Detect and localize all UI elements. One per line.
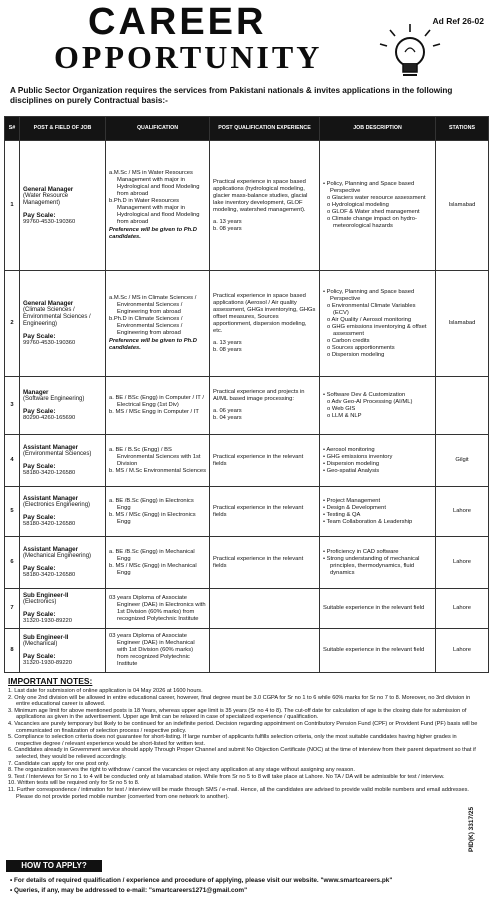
description-item: o Environmental Climate Variables (ECV) (327, 302, 416, 316)
pay-scale-label: Pay Scale: (23, 408, 56, 415)
experience-text: Practical experience in space based applications (hydrological modeling, glacier mass-balance studies, glacial lake inventory development, GLOF modeling, watershed management). (213, 178, 308, 213)
pid-number: PID(K) 3317/25 (468, 806, 475, 852)
lightbulb-icon (372, 22, 448, 80)
experience-years: b. 08 years (213, 347, 242, 353)
description-item: • Testing & QA (323, 511, 361, 518)
post-cell (20, 487, 106, 537)
header (0, 0, 492, 82)
col-header-sr: S# (5, 117, 20, 141)
pay-scale-label: Pay Scale: (23, 211, 56, 219)
pay-scale-value: 58180-3420-126580 (23, 572, 76, 578)
preference-note: Preference will be given to Ph.D candidates. (109, 227, 197, 240)
experience-cell (210, 377, 320, 435)
description-item: • Policy, Planning and Space based Perspective (323, 181, 415, 194)
note-item: 2. Only one 2nd division will be allowed in entire educational career, however, final degree must be 3.0 CGPA for Sr no 1 to 6 while 60% marks for Sr no 7 to 8. Moreover, no 3rd division in entire educational career is allowed. (8, 694, 471, 708)
description-item: • Software Dev & Customization (323, 391, 406, 398)
experience-cell (210, 487, 320, 537)
post-title: General Manager (23, 185, 74, 193)
experience-text: Practical experience and projects in AI/ML based image processing: (213, 389, 305, 402)
table-row (5, 487, 489, 537)
qualification-item: b. MS / MSc (Engg) in Electronics Engg (109, 511, 196, 525)
description-item: o Climate change impact on hydro-meteorological hazards (327, 216, 417, 229)
pay-scale-value: 99760-4530-190360 (23, 218, 76, 225)
experience-years: a. 13 years (213, 218, 242, 225)
pay-scale-label: Pay Scale: (23, 565, 56, 572)
pay-scale-value: 99760-4530-190360 (23, 340, 76, 346)
experience-years: a. 13 years (213, 340, 242, 346)
note-item: 7. Candidate can apply for one post only. (8, 760, 110, 767)
post-field: (Mechanical) (23, 641, 58, 647)
sr-number: 5 (5, 487, 20, 537)
col-header-stations: STATIONS (436, 117, 489, 141)
title-career: CAREER (88, 1, 267, 43)
station-cell: Gilgit (436, 435, 489, 487)
pay-scale-value: 58180-3420-126580 (23, 470, 76, 476)
description-cell (320, 377, 436, 435)
station-cell (436, 377, 489, 435)
notes-list (8, 688, 478, 800)
description-item: o Dispersion modeling (327, 351, 385, 358)
table-row (5, 377, 489, 435)
station-cell: Lahore (436, 537, 489, 589)
qualification-cell (106, 537, 210, 589)
post-cell (20, 589, 106, 629)
description-cell (320, 141, 436, 271)
note-item: 1. Last date for submission of online application is 04 May 2026 at 1600 hours. (8, 688, 203, 694)
how-to-apply-heading: HOW TO APPLY? (6, 860, 102, 872)
experience-years: b. 08 years (213, 225, 242, 232)
description-cell (320, 537, 436, 589)
description-item: o Hydrological modeling (327, 202, 389, 208)
description-item: o Glaciers water resource assessment (327, 195, 426, 201)
ad-reference: Ad Ref 26-02 (432, 16, 484, 26)
station-cell: Lahore (436, 589, 489, 629)
note-item: 8. The organization reserves the right to withdraw / cancel the vacancies or reject any application at any stage without assigning any reason. (8, 767, 355, 774)
qualification-item: a. BE / BSc (Engg) in Computer / IT / Electrical Engg (1st Div) (109, 395, 204, 408)
description-item: • Geo-spatial Analysis (323, 467, 380, 474)
table-row (5, 537, 489, 589)
description-cell (320, 589, 436, 629)
preference-note: Preference will be given to Ph.D candidates. (109, 338, 197, 351)
note-item: 6. Candidates already in Government service should apply Through Proper Channel and submit No Objection Certificate (NOC) at the time of interview from their parent department so that if selected, they would be relieved accordingly. (8, 747, 476, 760)
station-cell: Lahore (436, 629, 489, 673)
description-cell (320, 629, 436, 673)
sr-number: 3 (5, 377, 20, 435)
post-field: (Software Engineering) (23, 396, 85, 402)
col-header-experience: POST QUALIFICATION EXPERIENCE (210, 117, 320, 141)
description-item: Suitable experience in the relevant field (323, 647, 425, 653)
post-cell (20, 377, 106, 435)
post-field: (Electronics) (23, 599, 57, 605)
experience-text: Practical experience in the relevant fields (213, 555, 304, 569)
description-item: o Sources apportionments (327, 344, 395, 351)
description-item: o Web GIS (327, 405, 356, 412)
post-title: Assistant Manager (23, 546, 79, 553)
experience-years: b. 04 years (213, 415, 242, 421)
post-title: Sub Engineer-II (23, 592, 69, 599)
qualification-item: a.M.Sc / MS in Climate Sciences / Environmental Sciences / Engineering from abroad (109, 295, 197, 315)
post-cell (20, 141, 106, 271)
qualification-cell (106, 487, 210, 537)
table-row (5, 141, 489, 271)
post-field: (Environmental Sciences) (23, 451, 92, 457)
qualification-cell (106, 271, 210, 377)
description-cell (320, 271, 436, 377)
table-row (5, 589, 489, 629)
qualification-item: b. MS / MSc (Engg) in Mechanical Engg (109, 562, 197, 576)
post-cell (20, 271, 106, 377)
notes-heading: IMPORTANT NOTES: (8, 676, 93, 686)
experience-cell (210, 589, 320, 629)
post-cell (20, 537, 106, 589)
note-item: 11. Further correspondence / intimation for test / interview will be made through SMS / e-mail. Hence, all the candidates are advised to provide valid mobile numbers and email addresses. Please do not provide ported mobile number (converted from one network to another). (8, 786, 469, 800)
experience-text: Practical experience in the relevant fields (213, 504, 304, 518)
qualification-item: a. BE /B.Sc (Engg) in Mechanical Engg (109, 548, 195, 562)
qualification-item: b.Ph.D in Climate Sciences / Environmental Sciences / Engineering from abroad (109, 316, 183, 336)
post-cell (20, 435, 106, 487)
qualification-cell (106, 589, 210, 629)
experience-years: a. 06 years (213, 408, 242, 414)
col-header-qualification: QUALIFICATION (106, 117, 210, 141)
post-title: Manager (23, 389, 49, 396)
sr-number: 8 (5, 629, 20, 673)
description-item: • GHG emissions inventory (323, 453, 393, 460)
qualification-item: a. BE / B.Sc (Engg) / BS Environmental Sciences with 1st Division (109, 446, 201, 467)
jobs-table (4, 116, 489, 673)
note-item: 10. Written tests will be required only for Sr no 5 to 8. (8, 780, 140, 787)
experience-cell (210, 435, 320, 487)
note-item: 3. Minimum age limit for above mentioned posts is 18 Years, whereas upper age limit is 35 years (Sr no 4 to 8). The cut-off date for calculation of age is the closing date for submission of applications as given in the advertisement. Upper age limit can be relaxed in case of specialized experience / qualification. (8, 707, 467, 721)
station-cell: Lahore (436, 487, 489, 537)
table-row (5, 271, 489, 377)
pay-scale-value: 31320-1930-89220 (23, 660, 72, 666)
pay-scale-value: 80290-4260-165690 (23, 415, 76, 421)
experience-cell (210, 629, 320, 673)
intro-text: A Public Sector Organization requires the services from Pakistani nationals & invites applications in the following disciplines on purely Contractual basis:- (10, 86, 453, 105)
description-cell (320, 487, 436, 537)
qualification-cell (106, 141, 210, 271)
qualification-item: 03 years Diploma of Associate Engineer (DAE) in Mechanical with 1st Division (60% marks) from recognized Polytechnic Institute (109, 633, 195, 667)
description-item: • Proficiency in CAD software (323, 548, 399, 555)
station-cell: Islamabad (436, 141, 489, 271)
note-item: 9. Test / Interviews for Sr no 1 to 4 will be conducted only at Islamabad station. While from Sr no 5 to 8 will take place at Lahore. No TA / DA will be admissible for test / interview. (8, 773, 445, 780)
pay-scale-label: Pay Scale: (23, 611, 56, 618)
qualification-item: 03 years Diploma of Associate Engineer (DAE) in Electronics with 1st Division (60% marks) from recognized Polytechnic Institute (109, 594, 206, 622)
description-item: o LLM & NLP (327, 412, 362, 419)
description-item: o GHG emissions inventorying & offset assessment (327, 323, 427, 337)
apply-email-line: • Queries, if any, may be addressed to e-mail: "smartcareers1271@gmail.com" (10, 887, 248, 894)
jobs-body (5, 141, 489, 673)
pay-scale-label: Pay Scale: (23, 333, 56, 340)
post-field: (Climate Sciences / Environmental Sciences / Engineering) (23, 307, 91, 327)
title-opportunity: OPPORTUNITY (54, 39, 323, 75)
apply-website-line: • For details of required qualification / experience and procedure of applying, please visit our website. "www.smartcareers.pk" (10, 877, 393, 884)
sr-number: 1 (5, 141, 20, 271)
qualification-item: b.Ph.D in Water Resources Management with major in Hydrological and flood Modeling from abroad (109, 198, 200, 225)
post-title: Assistant Manager (23, 444, 79, 451)
note-item: 5. Compliance to selection criteria does not guarantee for short-listing. If large number of applicants fulfills selection criteria, only the most suitable candidates having higher grades in respective degree / relevant experience would be short-listed for written test. (8, 734, 457, 747)
qualification-item: b. MS / MSc Engg in Computer / IT (109, 409, 199, 415)
post-title: Assistant Manager (23, 495, 79, 502)
description-cell (320, 435, 436, 487)
post-title: Sub Engineer-II (23, 634, 69, 641)
description-item: • Aerosol monitoring (323, 446, 375, 453)
pay-scale-value: 31320-1930-89220 (23, 618, 72, 624)
experience-text: Practical experience in the relevant fields (213, 453, 304, 467)
qualification-item: a. BE /B.Sc (Engg) in Electronics Engg (109, 497, 194, 511)
table-row (5, 435, 489, 487)
post-field: (Electronics Engineering) (23, 502, 91, 508)
qualification-cell (106, 435, 210, 487)
description-item: o Carbon credits (327, 337, 370, 344)
station-cell: Islamabad (436, 271, 489, 377)
table-row (5, 629, 489, 673)
qualification-item: a.M.Sc / MS in Water Resources Management with major in Hydrological and flood Modeling from abroad (109, 170, 200, 197)
apply-instructions (10, 876, 486, 896)
pay-scale-label: Pay Scale: (23, 653, 56, 660)
description-item: • Team Collaboration & Leadership (323, 518, 413, 525)
description-item: o Adv Geo-AI Processing (AI/ML) (327, 398, 413, 405)
description-item: o GLOF & Water shed management (327, 209, 420, 215)
col-header-description: JOB DESCRIPTION (320, 117, 436, 141)
pay-scale-label: Pay Scale: (23, 514, 56, 521)
table-header-row (5, 117, 489, 141)
post-cell (20, 629, 106, 673)
description-item: • Project Management (323, 497, 381, 504)
post-title: General Manager (23, 300, 74, 307)
description-item: • Strong understanding of mechanical principles, thermodynamics, fluid dynamics (323, 555, 420, 576)
description-item: • Policy, Planning and Space based Perspective (323, 288, 415, 302)
pay-scale-value: 58180-3420-126580 (23, 521, 76, 527)
description-item: Suitable experience in the relevant field (323, 605, 425, 611)
sr-number: 2 (5, 271, 20, 377)
sr-number: 7 (5, 589, 20, 629)
experience-text: Practical experience in space based applications (Aerosol / Air quality assessment, GHGs inventorying, GHGs offset measures, Sources apportionment, dispersion modeling, etc. (213, 293, 316, 334)
sr-number: 6 (5, 537, 20, 589)
col-header-post: POST & FIELD OF JOB (20, 117, 106, 141)
qualification-cell (106, 629, 210, 673)
post-field: (Water Resource Management) (23, 192, 69, 206)
note-item: 4. Vacancies are purely temporary but likely to be continued for an indefinite period. Decision regarding appointment on Contributory Pension Fund (CPF) or Provident Fund (PF) basis will be communicated on finalization of selection process / respective policy. (8, 720, 478, 734)
experience-cell (210, 271, 320, 377)
qualification-cell (106, 377, 210, 435)
experience-cell (210, 537, 320, 589)
description-item: o Air Quality / Aerosol monitoring (327, 316, 412, 323)
description-item: • Dispersion modeling (323, 460, 380, 467)
experience-cell (210, 141, 320, 271)
pay-scale-label: Pay Scale: (23, 463, 56, 470)
sr-number: 4 (5, 435, 20, 487)
description-item: • Design & Development (323, 504, 386, 511)
post-field: (Mechanical Engineering) (23, 553, 92, 559)
qualification-item: b. MS / M.Sc Environmental Sciences (109, 467, 206, 474)
